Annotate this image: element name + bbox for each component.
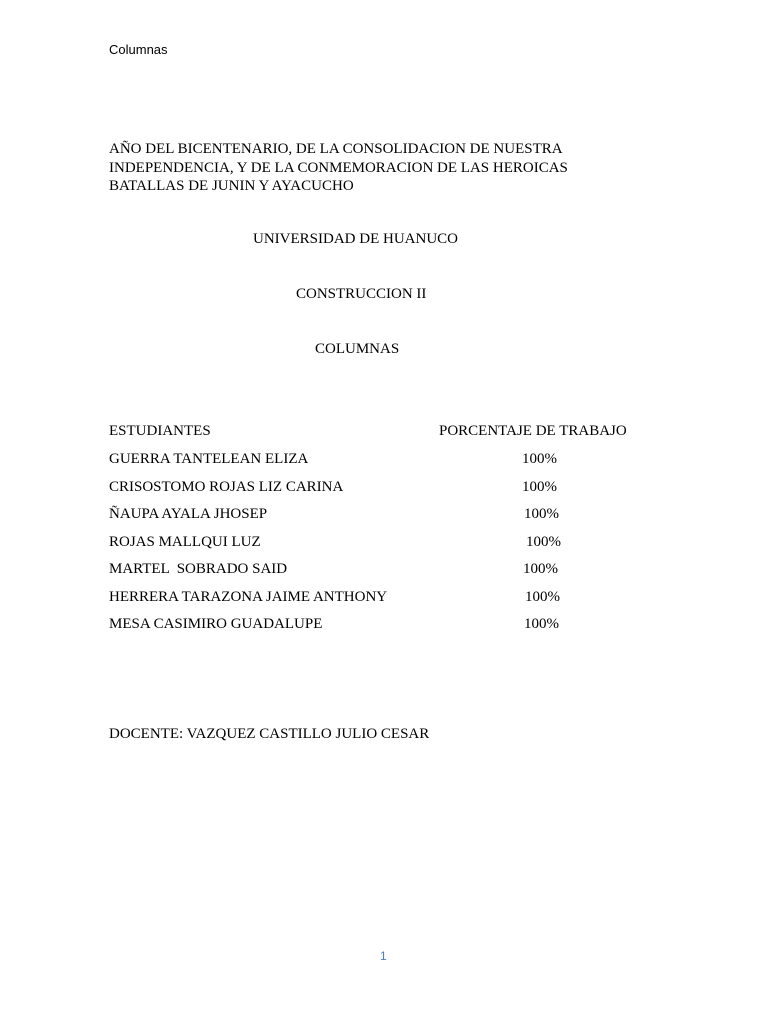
student-row xyxy=(109,616,669,636)
student-percent: 100% xyxy=(523,561,558,577)
student-row xyxy=(109,479,669,499)
year-title-line: AÑO DEL BICENTENARIO, DE LA CONSOLIDACION DE NUESTRA xyxy=(109,141,563,157)
course-name: CONSTRUCCION II xyxy=(296,286,427,302)
percent-column-header: PORCENTAJE DE TRABAJO xyxy=(439,423,627,439)
student-name: MESA CASIMIRO GUADALUPE xyxy=(109,616,323,632)
university-name: UNIVERSIDAD DE HUANUCO xyxy=(253,231,458,247)
student-row xyxy=(109,451,669,471)
page-header: Columnas xyxy=(109,42,168,57)
topic-title: COLUMNAS xyxy=(315,341,400,357)
student-row xyxy=(109,534,669,554)
student-name: HERRERA TARAZONA JAIME ANTHONY xyxy=(109,589,388,605)
student-row xyxy=(109,589,669,609)
student-percent: 100% xyxy=(522,451,557,467)
year-title xyxy=(109,140,629,196)
student-name: MARTEL SOBRADO SAID xyxy=(109,561,288,577)
student-percent: 100% xyxy=(524,506,559,522)
student-name: GUERRA TANTELEAN ELIZA xyxy=(109,451,309,467)
year-title-line: INDEPENDENCIA, Y DE LA CONMEMORACION DE LAS HEROICAS xyxy=(109,159,568,176)
student-percent: 100% xyxy=(525,589,560,605)
students-column-header: ESTUDIANTES xyxy=(109,423,211,439)
student-percent: 100% xyxy=(524,616,559,632)
student-percent: 100% xyxy=(522,479,557,495)
student-name: ÑAUPA AYALA JHOSEP xyxy=(109,506,268,522)
year-title-line: BATALLAS DE JUNIN Y AYACUCHO xyxy=(109,178,354,194)
teacher-name: DOCENTE: VAZQUEZ CASTILLO JULIO CESAR xyxy=(109,726,430,742)
student-percent: 100% xyxy=(526,534,561,550)
student-row xyxy=(109,561,669,581)
student-name: CRISOSTOMO ROJAS LIZ CARINA xyxy=(109,479,344,495)
page-number: 1 xyxy=(380,949,387,963)
student-name: ROJAS MALLQUI LUZ xyxy=(109,534,261,550)
student-row xyxy=(109,506,669,526)
